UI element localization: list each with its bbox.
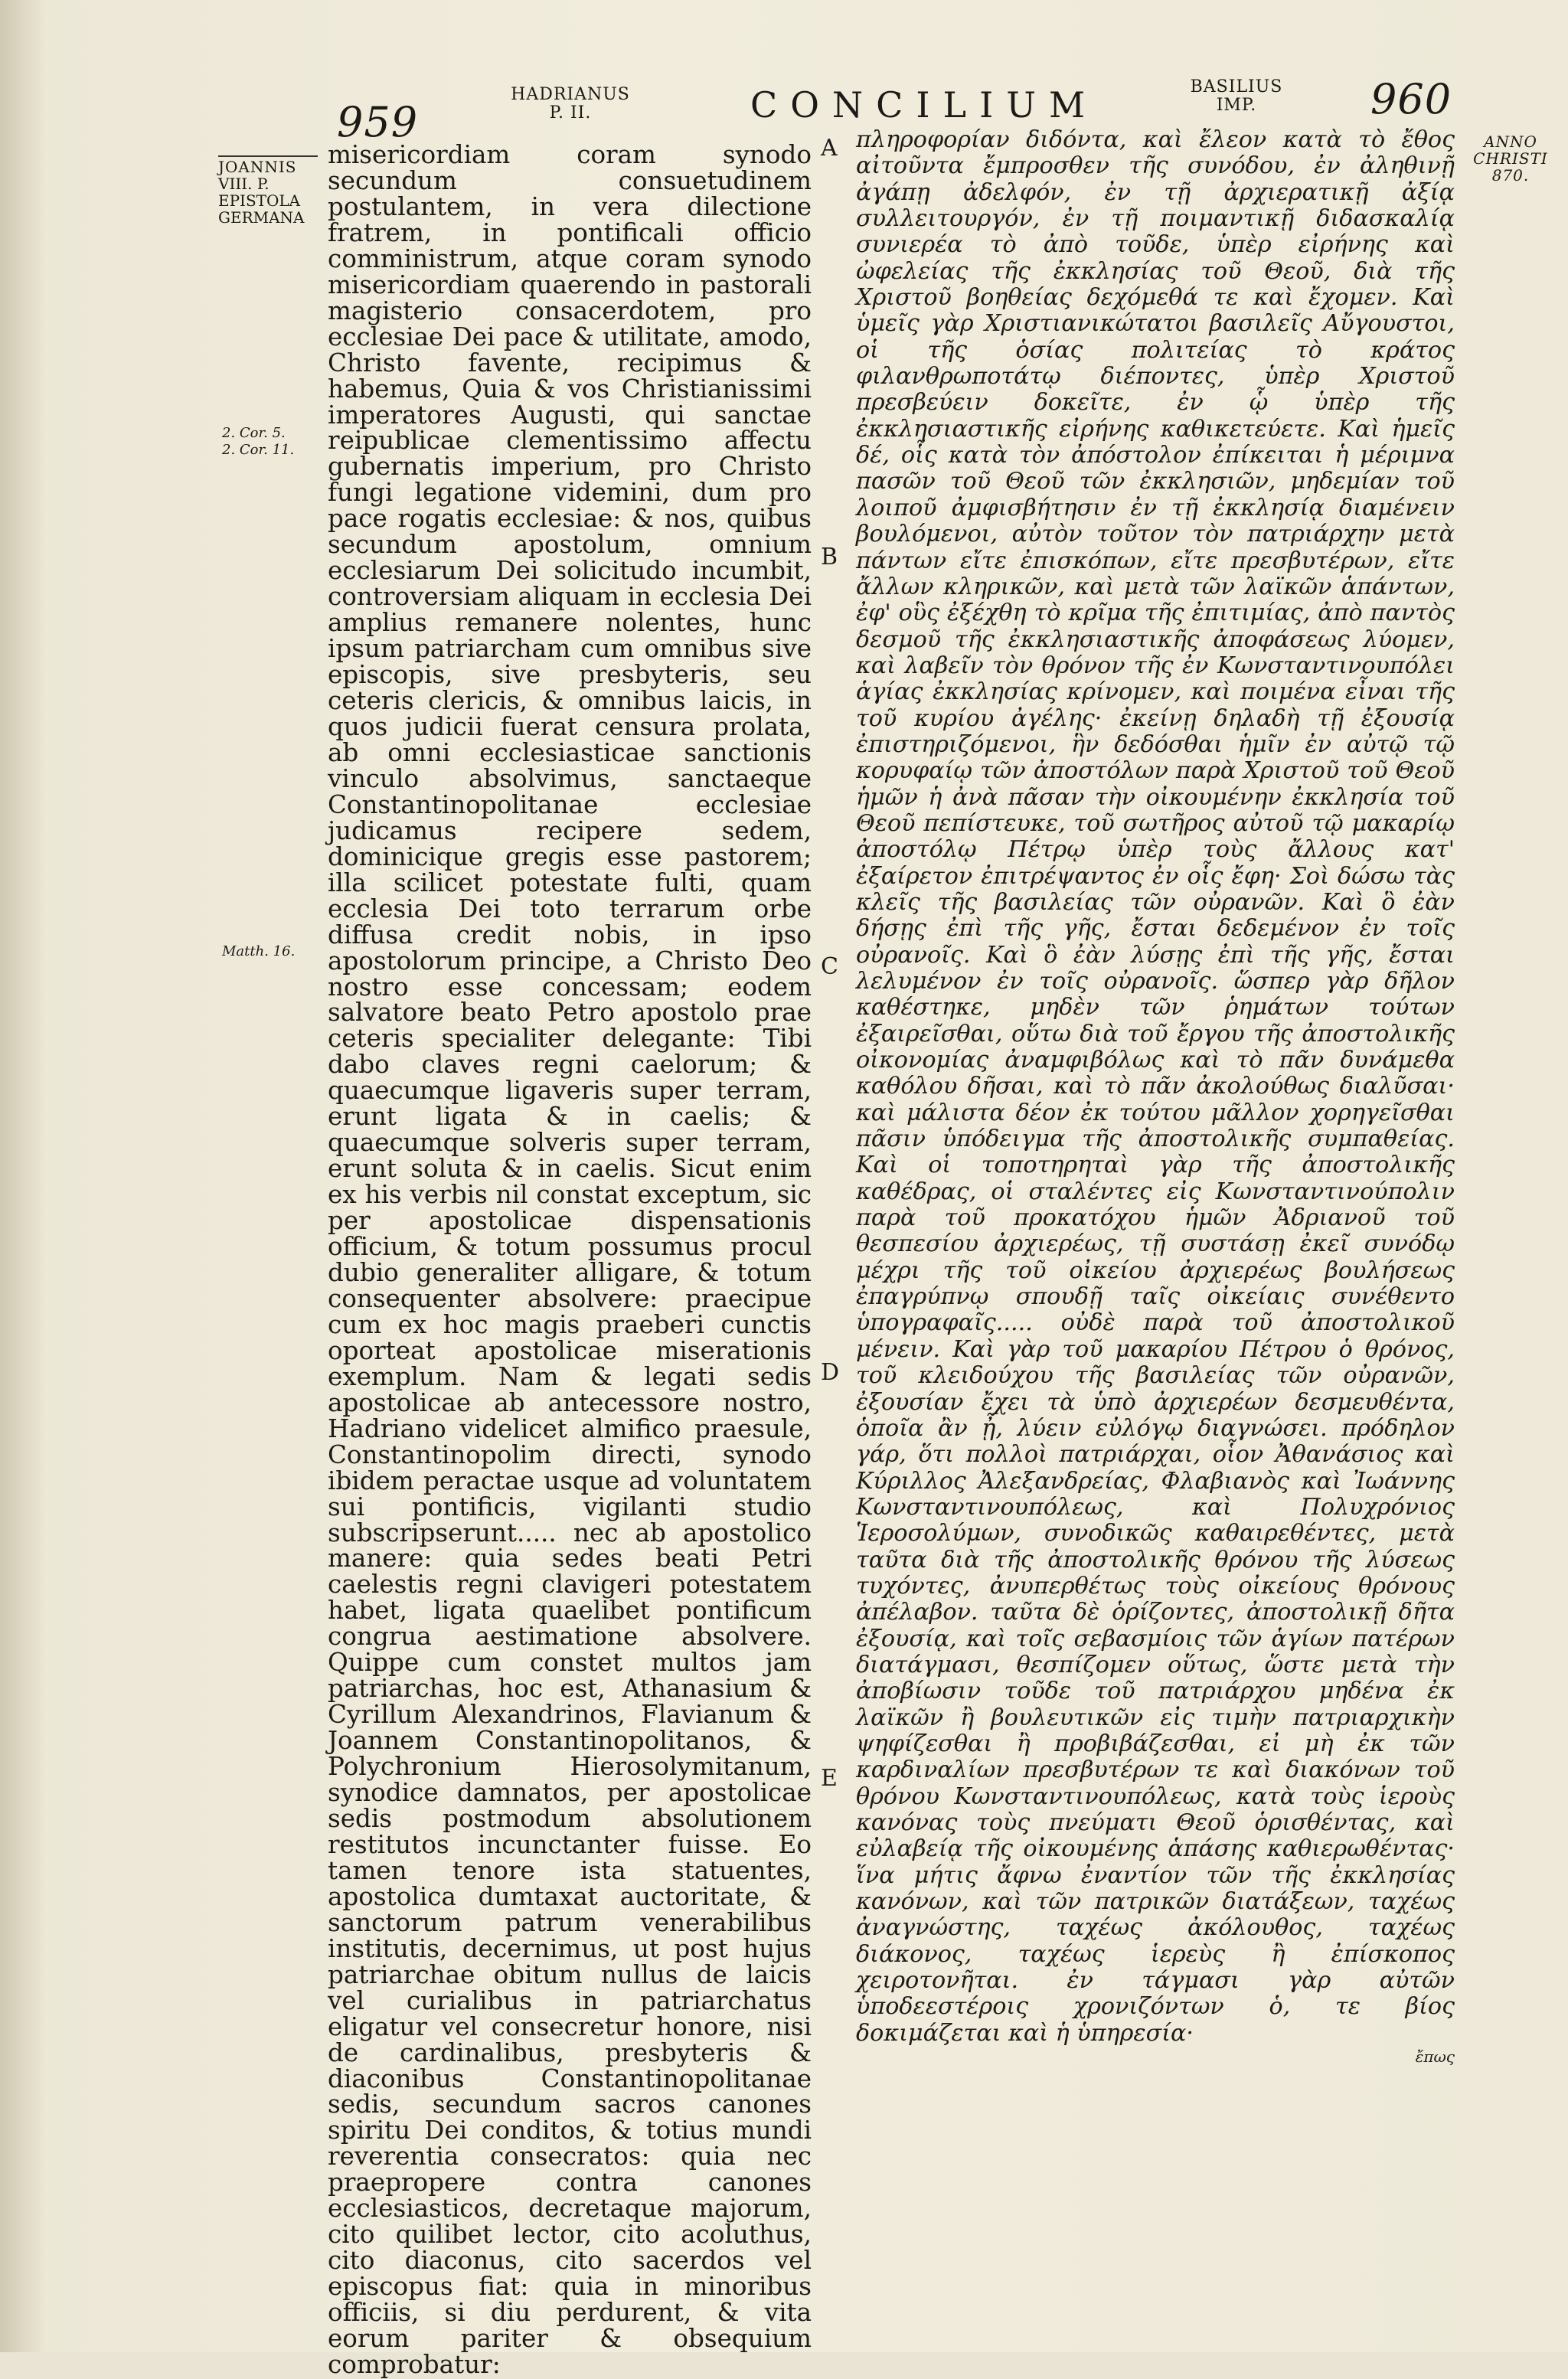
page-title: CONCILIUM [750,84,1099,126]
page-header [0,0,1568,145]
latin-text: misericordiam coram synodo secundum consuetudinem postulantem, in vera dilectione fratrem, in pontificali officio comministrum, atque coram synodo misericordiam quaerendo in pastorali magisterio consacerdotem, pro ecclesiae Dei pace & utilitate, amodo, Christo favente, recipimus & habemus, Quia & vos Christianissimi imperatores Augusti, qui sanctae reipublicae clementissimo affectu gubernatis imperium, pro Christo fungi legatione videmini, dum pro pace rogatis ecclesiae: & nos, quibus secundum apostolum, omnium ecclesiarum Dei solicitudo incumbit, controversiam aliquam in ecclesia Dei amplius remanere nolentes, hunc ipsum patriarcham cum omnibus sive episcopis, sive presbyteris, seu ceteris clericis, & omnibus laicis, in quos judicii fuerat censura prolata, ab omni ecclesiasticae sanctionis vinculo absolvimus, sanctaeque Constantinopolitanae ecclesiae judicamus recipere sedem, dominicique gregis esse pastorem; illa scilicet potestate fulti, quam ecclesia Dei toto terrarum orbe diffusa credit nobis, in ipso apostolorum principe, a Christo Deo nostro esse concessam; eodem salvatore beato Petro apostolo prae ceteris specialiter delegante: Tibi dabo claves regni caelorum; & quaecumque ligaveris super terram, erunt ligata & in caelis; & quaecumque solveris super terram, erunt soluta & in caelis. Sicut enim ex his verbis nil constat exceptum, sic per apostolicae dispensationis officium, & totum possumus procul dubio generaliter alligare, & totum consequenter absolvere: praecipue cum ex hoc magis praeberi cunctis oporteat apostolicae miserationis exemplum. Nam & legati sedis apostolicae ab antecessore nostro, Hadriano videlicet almifico praesule, Constantinopolim directi, synodo ibidem peractae usque ad voluntatem sui pontificis, vigilanti studio subscripserunt..... nec ab apostolico manere: quia sedes beati Petri caelestis regni clavigeri potestatem habet, ligata quaelibet pontificum congrua aestimatione absolvere. Quippe cum constet multos jam patriarchas, hoc est, Athanasium & Cyrillum Alexandrinos, Flavianum & Joannem Constantinopolitanos, & Polychronium Hierosolymitanum, synodice damnatos, per apostolicae sedis postmodum absolutionem restitutos incunctanter fuisse. Eo tamen tenore ista statuentes, apostolica dumtaxat auctoritate, & sanctorum patrum venerabilibus institutis, decernimus, ut post hujus patriarchae obitum nullus de laicis vel curialibus in patriarchatus eligatur vel consecretur honore, nisi de cardinalibus, presbyteris & diaconibus Constantinopolitanae sedis, secundum sacros canones spiritu Dei conditos, & totius mundi reverentia consecratos: quia nec praepropere contra canones ecclesiasticos, decretaque majorum, cito quilibet lector, cito acoluthus, cito diaconus, cito sacerdos vel episcopus fiat: quia in minoribus officiis, si diu perdurent, & vita eorum pariter & obsequium comprobatur: [328,140,812,2379]
gutter-shadow [0,0,46,2352]
running-head-left [505,86,635,123]
margin-note-cor-1: 2. Cor. 5. [222,425,286,441]
section-marker-a: A [821,135,838,162]
page-number-left: 959 [337,98,419,146]
section-marker-c: C [821,953,838,980]
sidebar-left-line3: EPISTOLA [218,191,301,210]
greek-text: πληροφορίαν διδόντα, καὶ ἔλεον κατὰ τὸ ἔθος αἰτοῦντα ἔμπροσθεν τῆς συνόδου, ἐν ἀληθινῇ ἀγάπῃ ἀδελφόν, ἐν τῇ ἀρχιερατικῇ ἀξίᾳ συλλειτουργόν, ἐν τῇ ποιμαντικῇ διδασκαλίᾳ συνιερέα τὸ ἀπὸ τοῦδε, ὑπὲρ εἰρήνης καὶ ὠφελείας τῆς ἐκκλησίας τοῦ Θεοῦ, διὰ τῆς Χριστοῦ βοηθείας δεχόμεθά τε καὶ ἔχομεν. Καὶ ὑμεῖς γὰρ Χριστιανικώτατοι βασιλεῖς Αὔγουστοι, οἱ τῆς ὁσίας πολιτείας τὸ κράτος φιλανθρωποτάτῳ διέποντες, ὑπὲρ Χριστοῦ πρεσβεύειν δοκεῖτε, ἐν ᾧ ὑπὲρ τῆς ἐκκλησιαστικῆς εἰρήνης καθικετεύετε. Καὶ ἡμεῖς δέ, οἷς κατὰ τὸν ἀπόστολον ἐπίκειται ἡ μέριμνα πασῶν τοῦ Θεοῦ τῶν ἐκκλησιῶν, μηδεμίαν τοῦ λοιποῦ ἀμφισβήτησιν ἐν τῇ ἐκκλησίᾳ διαμένειν βουλόμενοι, αὐτὸν τοῦτον τὸν πατριάρχην μετὰ πάντων εἴτε ἐπισκόπων, εἴτε πρεσβυτέρων, εἴτε ἄλλων κληρικῶν, καὶ μετὰ τῶν λαϊκῶν ἁπάντων, ἐφ' οὓς ἐξέχθη τὸ κρῖμα τῆς ἐπιτιμίας, ἀπὸ παντὸς δεσμοῦ τῆς ἐκκλησιαστικῆς ἀποφάσεως λύομεν, καὶ λαβεῖν τὸν θρόνον τῆς ἐν Κωνσταντινουπόλει ἁγίας ἐκκλησίας κρίνομεν, καὶ ποιμένα εἶναι τῆς τοῦ κυρίου ἀγέλης· ἐκείνῃ δηλαδὴ τῇ ἐξουσίᾳ ἐπιστηριζόμενοι, ἣν δεδόσθαι ἡμῖν ἐν αὐτῷ τῷ κορυφαίῳ τῶν ἀποστόλων παρὰ Χριστοῦ τοῦ Θεοῦ ἡμῶν ἡ ἀνὰ πᾶσαν τὴν οἰκουμένην ἐκκλησία τοῦ Θεοῦ πεπίστευκε, τοῦ σωτῆρος αὐτοῦ τῷ μακαρίῳ ἀποστόλῳ Πέτρῳ ὑπὲρ τοὺς ἄλλους κατ' ἐξαίρετον ἐπιτρέψαντος ἐν οἷς ἔφη· Σοὶ δώσω τὰς κλεῖς τῆς βασιλείας τῶν οὐρανῶν. Καὶ ὃ ἐὰν δήσῃς ἐπὶ τῆς γῆς, ἔσται δεδεμένον ἐν τοῖς οὐρανοῖς. Καὶ ὃ ἐὰν λύσῃς ἐπὶ τῆς γῆς, ἔσται λελυμένον ἐν τοῖς οὐρανοῖς. ὥσπερ γὰρ δῆλον καθέστηκε, μηδὲν τῶν ῥημάτων τούτων ἐξαιρεῖσθαι, οὕτω διὰ τοῦ ἔργου τῆς ἀποστολικῆς οἰκονομίας ἀναμφιβόλως καὶ τὸ πᾶν δυνάμεθα καθόλου δῆσαι, καὶ τὸ πᾶν ἀκολούθως διαλῦσαι· καὶ μάλιστα δέον ἐκ τούτου μᾶλλον χορηγεῖσθαι πᾶσιν ὑπόδειγμα τῆς ἀποστολικῆς συμπαθείας. Καὶ οἱ τοποτηρηταὶ γὰρ τῆς ἀποστολικῆς καθέδρας, οἱ σταλέντες εἰς Κωνσταντινούπολιν παρὰ τοῦ προκατόχου ἡμῶν Ἀδριανοῦ τοῦ θεσπεσίου ἀρχιερέως, τῇ συστάσῃ ἐκεῖ συνόδῳ μέχρι τῆς τοῦ οἰκείου ἀρχιερέως βουλήσεως ἐπαγρύπνῳ σπουδῇ ταῖς οἰκείαις συνέθεντο ὑπογραφαῖς..... οὐδὲ παρὰ τοῦ ἀποστολικοῦ μένειν. Καὶ γὰρ τοῦ μακαρίου Πέτρου ὁ θρόνος, τοῦ κλειδούχου τῆς βασιλείας τῶν οὐρανῶν, ἐξουσίαν ἔχει τὰ ὑπὸ ἀρχιερέων δεσμευθέντα, ὁποῖα ἂν ᾖ, λύειν εὐλόγῳ διαγνώσει. πρόδηλον γάρ, ὅτι πολλοὶ πατριάρχαι, οἷον Ἀθανάσιος καὶ Κύριλλος Ἀλεξανδρείας, Φλαβιανὸς καὶ Ἰωάννης Κωνσταντινουπόλεως, καὶ Πολυχρόνιος Ἱεροσολύμων, συνοδικῶς καθαιρεθέντες, μετὰ ταῦτα διὰ τῆς ἀποστολικῆς θρόνου τῆς λύσεως τυχόντες, ἀνυπερθέτως τοὺς οἰκείους θρόνους ἀπέλαβον. ταῦτα δὲ ὁρίζοντες, ἀποστολικῇ δῆτα ἐξουσίᾳ, καὶ τοῖς σεβασμίοις τῶν ἁγίων πατέρων διατάγμασι, θεσπίζομεν οὕτως, ὥστε μετὰ τὴν ἀποβίωσιν τοῦδε τοῦ πατριάρχου μηδένα ἐκ λαϊκῶν ἢ βουλευτικῶν εἰς τιμὴν πατριαρχικὴν ψηφίζεσθαι ἢ προβιβάζεσθαι, εἰ μὴ ἐκ τῶν καρδιναλίων πρεσβυτέρων τε καὶ διακόνων τοῦ θρόνου Κωνσταντινουπόλεως, κατὰ τοὺς ἱεροὺς κανόνας τοὺς πνεύματι Θεοῦ ὁρισθέντας, καὶ εὐλαβείᾳ τῆς οἰκουμένης ἁπάσης καθιερωθέντας· ἵνα μήτις ἄφνω ἐναντίον τῶν τῆς ἐκκλησίας κανόνων, καὶ τῶν πατρικῶν διατάξεων, ταχέως ἀναγνώστης, ταχέως ἀκόλουθος, ταχέως διάκονος, ταχέως ἱερεὺς ἢ ἐπίσκοπος χειροτονῆται. ἐν τάγμασι γὰρ αὐτῶν ὑποδεεστέροις χρονιζόντων ὁ, τε βίος δοκιμάζεται καὶ ἡ ὑπηρεσία· [856,126,1455,2047]
sidebar-right [1461,133,1560,184]
sidebar-left-line4: GERMANA [218,208,305,227]
margin-note-matth: Matth. 16. [222,943,296,959]
page-number-right: 960 [1370,75,1452,123]
sidebar-right-line2: CHRISTI [1473,149,1548,168]
running-head-left-line1: HADRIANUS [511,85,630,104]
running-head-left-line2: P. II. [549,103,592,123]
sidebar-right-line1: ANNO [1484,132,1537,151]
sidebar-right-line3: 870. [1491,166,1530,185]
section-marker-d: D [821,1359,840,1386]
latin-column [328,142,812,2378]
margin-note-cor-2: 2. Cor. 11. [222,442,295,458]
catchword: ἔπως [1415,2047,1455,2067]
section-marker-b: B [821,544,838,570]
sidebar-left [218,155,318,226]
greek-column [856,127,1455,2070]
sidebar-left-line2: VIII. P. [218,175,270,193]
sidebar-left-line1: JOANNIS [218,155,318,175]
running-head-right [1179,78,1294,115]
running-head-right-line1: BASILIUS [1190,77,1283,96]
section-marker-e: E [821,1765,838,1792]
running-head-right-line2: IMP. [1216,96,1257,115]
